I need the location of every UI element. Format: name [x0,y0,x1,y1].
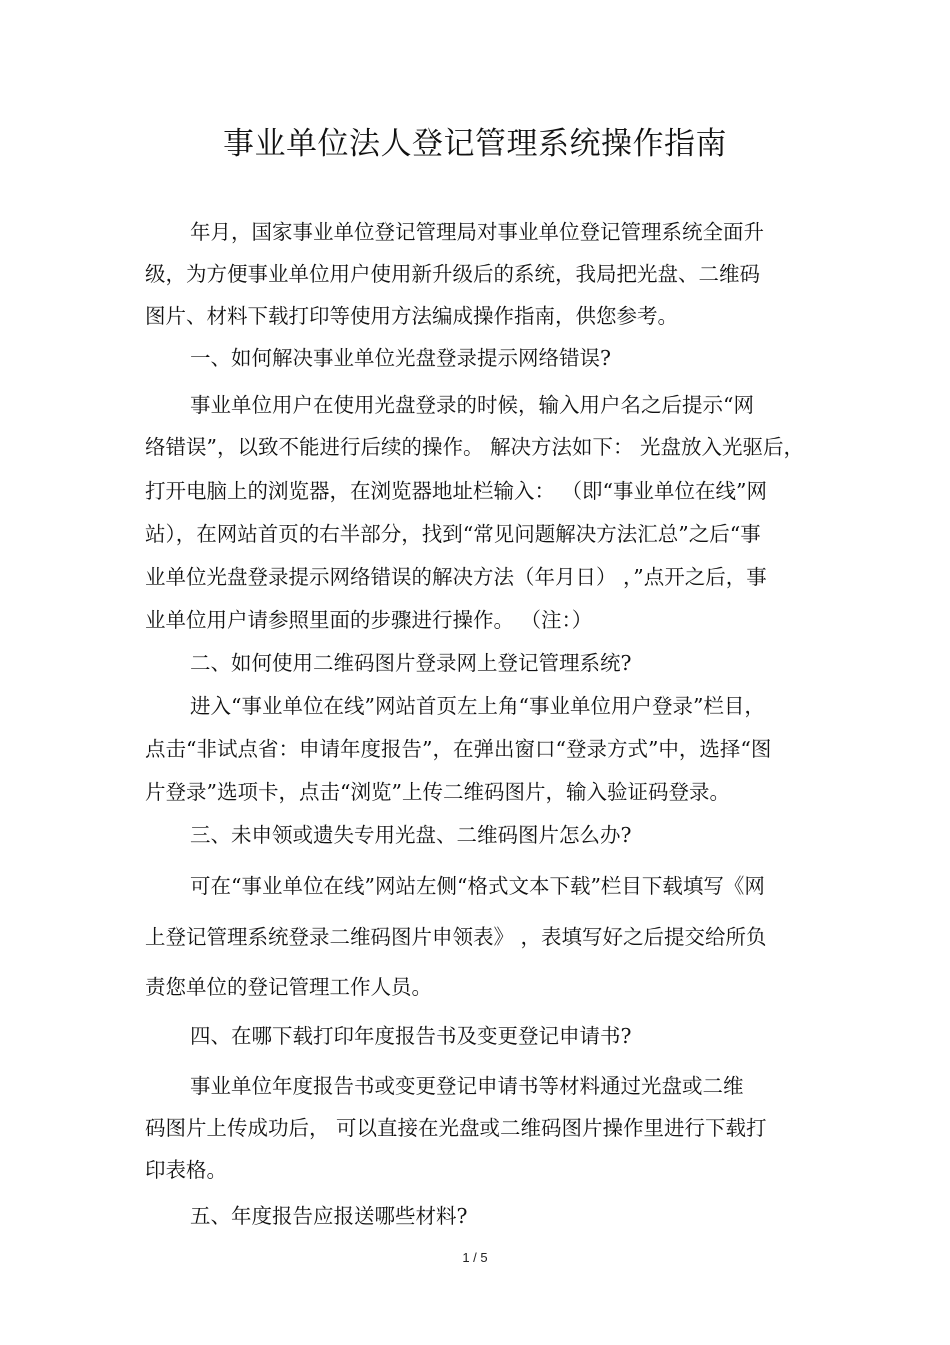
section-heading-1: 一、如何解决事业单位光盘登录提示网络错误? [190,346,611,370]
section-heading-3: 三、未申领或遗失专用光盘、二维码图片怎么办? [190,823,632,847]
paragraph-line: 业单位光盘登录提示网络错误的解决方法（年月日） ，”点开之后，事 [145,565,767,589]
paragraph-line: 印表格。 [145,1158,227,1182]
paragraph-line: 码图片上传成功后， 可以直接在光盘或二维码图片操作里进行下载打 [145,1116,767,1140]
paragraph-line: 可在“事业单位在线”网站左侧“格式文本下载”栏目下载填写《网 [190,874,765,898]
document-title: 事业单位法人登记管理系统操作指南 [223,126,727,162]
paragraph-line: 事业单位用户在使用光盘登录的时候，输入用户名之后提示“网 [190,393,754,417]
paragraph-line: 上登记管理系统登录二维码图片申领表》 ，表填写好之后提交给所负 [145,925,767,949]
paragraph-line: 事业单位年度报告书或变更登记申请书等材料通过光盘或二维 [190,1074,744,1098]
paragraph-line: 络错误”，以致不能进行后续的操作。 解决方法如下： 光盘放入光驱后， [145,435,805,459]
paragraph-line: 图片、材料下载打印等使用方法编成操作指南，供您参考。 [145,304,678,328]
section-heading-4: 四、在哪下载打印年度报告书及变更登记申请书? [190,1024,632,1048]
paragraph-line: 业单位用户请参照里面的步骤进行操作。 （注：） [145,608,593,632]
paragraph-line: 点击“非试点省：申请年度报告”，在弹出窗口“登录方式”中，选择“图 [145,737,772,761]
paragraph-line: 站），在网站首页的右半部分，找到“常见问题解决方法汇总”之后“事 [145,522,761,546]
paragraph-line: 进入“事业单位在线”网站首页左上角“事业单位用户登录”栏目， [190,694,765,718]
paragraph-line: 责您单位的登记管理工作人员。 [145,975,432,999]
paragraph-line: 级，为方便事业单位用户使用新升级后的系统，我局把光盘、二维码 [145,262,760,286]
section-heading-5: 五、年度报告应报送哪些材料? [190,1204,468,1228]
page-number: 1 / 5 [462,1250,488,1265]
paragraph-line: 片登录”选项卡，点击“浏览”上传二维码图片，输入验证码登录。 [145,780,730,804]
paragraph-line: 打开电脑上的浏览器，在浏览器地址栏输入： （即“事业单位在线”网 [145,479,767,503]
section-heading-2: 二、如何使用二维码图片登录网上登记管理系统? [190,651,632,675]
paragraph-line: 年月，国家事业单位登记管理局对事业单位登记管理系统全面升 [190,220,764,244]
